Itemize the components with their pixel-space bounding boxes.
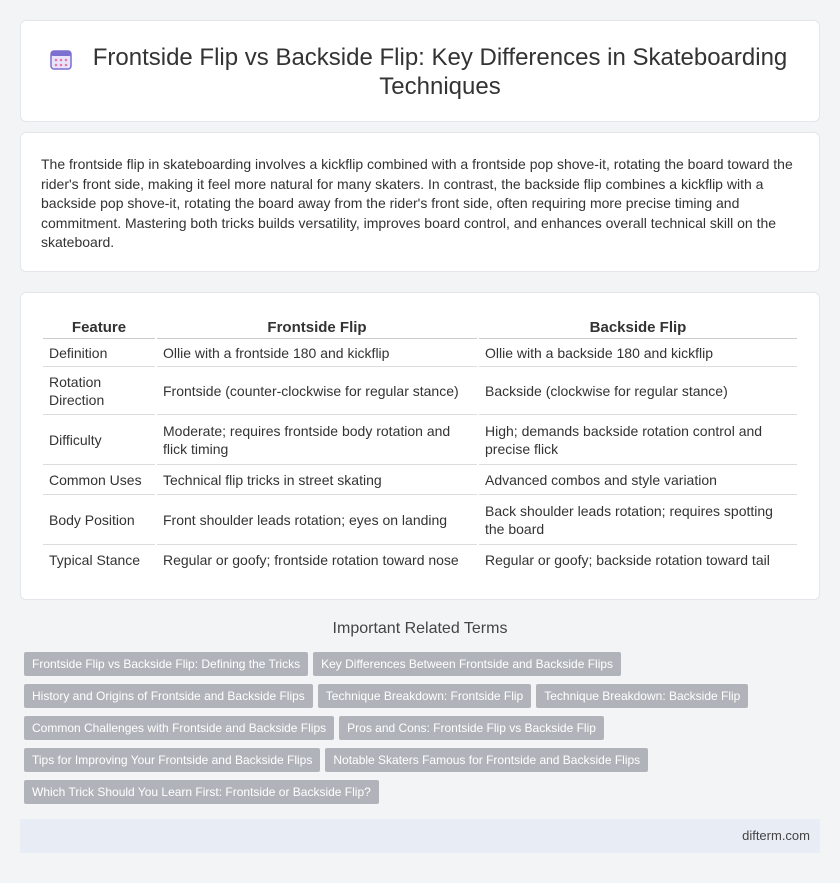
related-term-link[interactable]: Frontside Flip vs Backside Flip: Defining the Tricks: [24, 652, 308, 676]
footer: [20, 819, 820, 853]
feature-cell: Body Position: [43, 495, 155, 545]
related-term-link[interactable]: Common Challenges with Frontside and Backside Flips: [24, 716, 334, 740]
intro-card: [20, 132, 820, 272]
related-term-link[interactable]: Key Differences Between Frontside and Backside Flips: [313, 652, 621, 676]
header-frontside: Frontside Flip: [157, 315, 477, 339]
related-term-link[interactable]: Notable Skaters Famous for Frontside and Backside Flips: [325, 748, 648, 772]
feature-cell: Difficulty: [43, 415, 155, 465]
frontside-cell: Regular or goofy; frontside rotation toward nose: [163, 552, 459, 568]
comparison-card: [20, 292, 820, 600]
backside-cell: Backside (clockwise for regular stance): [479, 367, 797, 415]
comparison-table: [41, 315, 799, 575]
table-row: [43, 495, 797, 545]
feature-cell: Rotation Direction: [43, 367, 155, 415]
intro-paragraph: The frontside flip in skateboarding involves a kickflip combined with a frontside pop shove-it, rotating the board toward the rider's front side, making it feel more natural for many skaters. In contrast, the backside flip combines a kickflip with a backside pop shove-it, rotating the board away from the rider's front side, often requiring more precise timing and commitment. Mastering both tricks builds versatility, improves board control, and enhances overall technical skill on the skateboard.: [41, 156, 793, 251]
header-feature: Feature: [43, 315, 155, 339]
related-term-link[interactable]: Tips for Improving Your Frontside and Backside Flips: [24, 748, 320, 772]
table-row: [43, 545, 797, 575]
related-term-link[interactable]: Technique Breakdown: Backside Flip: [536, 684, 748, 708]
frontside-cell: Ollie with a frontside 180 and kickflip: [157, 339, 477, 367]
frontside-cell: Moderate; requires frontside body rotation and flick timing: [157, 415, 477, 465]
table-row: [43, 339, 797, 367]
feature-cell: Typical Stance: [49, 552, 141, 568]
frontside-cell: Front shoulder leads rotation; eyes on landing: [157, 495, 477, 545]
table-row: [43, 415, 797, 465]
related-terms-list: [24, 652, 824, 812]
related-term-link[interactable]: History and Origins of Frontside and Backside Flips: [24, 684, 313, 708]
frontside-cell: Technical flip tricks in street skating: [157, 465, 477, 495]
backside-cell: Advanced combos and style variation: [479, 465, 797, 495]
backside-cell: Ollie with a backside 180 and kickflip: [479, 339, 797, 367]
table-row: [43, 367, 797, 415]
backside-cell: Regular or goofy; backside rotation toward tail: [485, 552, 770, 568]
feature-cell: Definition: [43, 339, 155, 367]
table-row: [43, 465, 797, 495]
feature-cell: Common Uses: [43, 465, 155, 495]
header-backside: Backside Flip: [479, 315, 797, 339]
related-term-link[interactable]: Technique Breakdown: Frontside Flip: [318, 684, 531, 708]
frontside-cell: Frontside (counter-clockwise for regular stance): [157, 367, 477, 415]
related-terms-title: Important Related Terms: [332, 620, 508, 637]
table-header-row: [43, 315, 797, 339]
header-card: [20, 20, 820, 122]
backside-cell: Back shoulder leads rotation; requires spotting the board: [479, 495, 797, 545]
related-term-link[interactable]: Pros and Cons: Frontside Flip vs Backside Flip: [339, 716, 604, 740]
related-term-link[interactable]: Which Trick Should You Learn First: Frontside or Backside Flip?: [24, 780, 379, 804]
site-link[interactable]: difterm.com: [742, 828, 810, 843]
page-title: Frontside Flip vs Backside Flip: Key Differences in Skateboarding Techniques: [92, 44, 788, 100]
backside-cell: High; demands backside rotation control and precise flick: [479, 415, 797, 465]
